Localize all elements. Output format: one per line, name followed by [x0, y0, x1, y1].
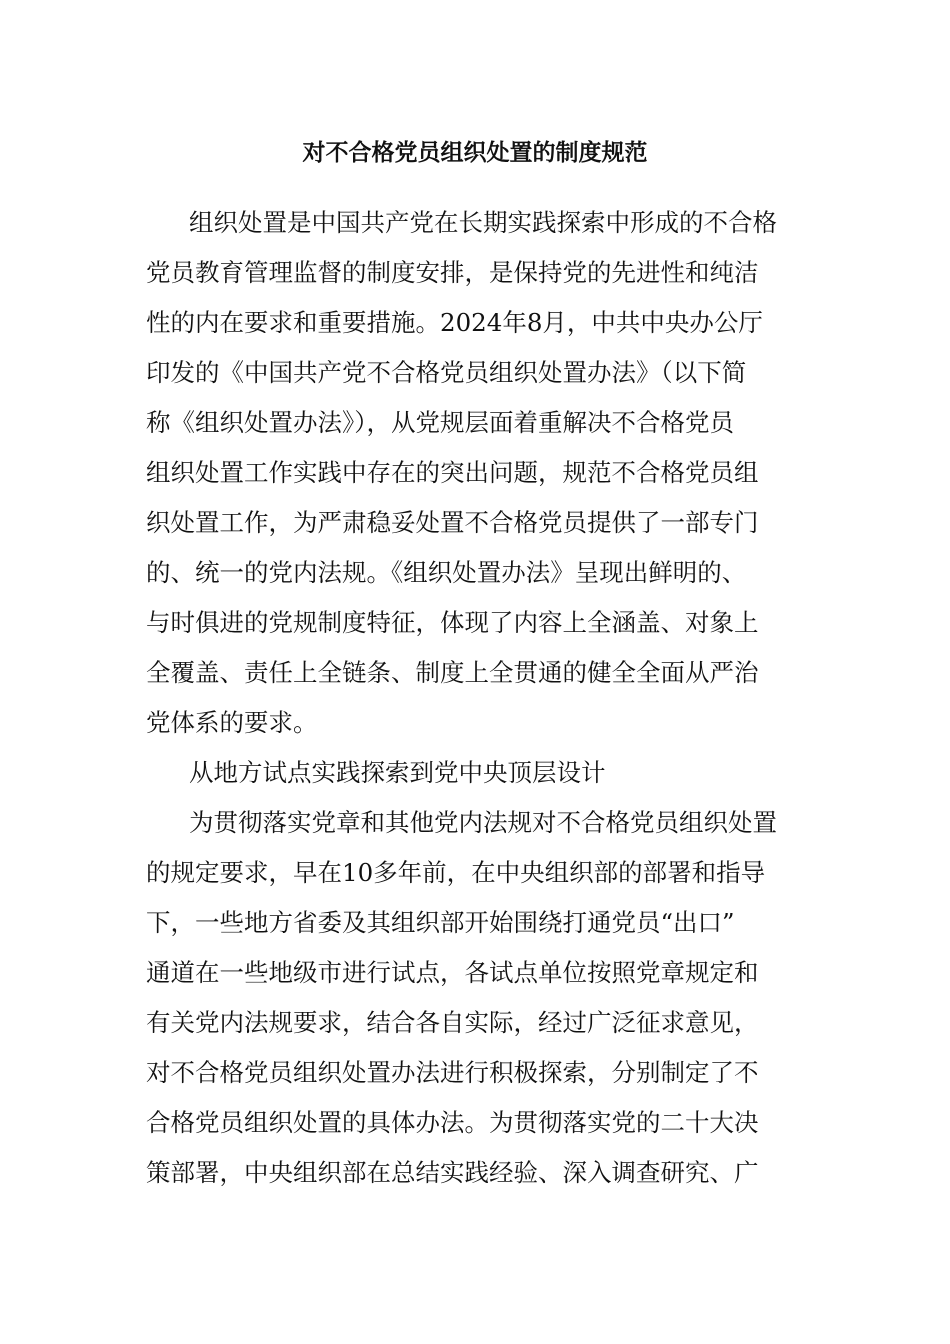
paragraph-2-line-6: 对不合格党员组织处置办法进行积极探索，分别制定了不 [146, 1058, 759, 1087]
paragraph-1-line-8: 的、统一的党内法规。《组织处置办法》呈现出鲜明的、 [146, 558, 747, 587]
section-heading: 从地方试点实践探索到党中央顶层设计 [189, 758, 606, 787]
document-title: 对不合格党员组织处置的制度规范 [302, 140, 648, 166]
paragraph-2-line-8: 策部署，中央组织部在总结实践经验、深入调查研究、广 [146, 1158, 759, 1187]
paragraph-1-line-7: 织处置工作，为严肃稳妥处置不合格党员提供了一部专门 [146, 508, 759, 537]
paragraph-1-line-9: 与时俱进的党规制度特征，体现了内容上全涵盖、对象上 [146, 608, 759, 637]
paragraph-2-line-7: 合格党员组织处置的具体办法。为贯彻落实党的二十大决 [146, 1108, 759, 1137]
paragraph-1-line-3: 性的内在要求和重要措施。2024年8月，中共中央办公厅 [146, 308, 763, 337]
paragraph-1-line-10: 全覆盖、责任上全链条、制度上全贯通的健全全面从严治 [146, 658, 759, 687]
paragraph-1-line-11: 党体系的要求。 [146, 708, 318, 737]
paragraph-2-line-1: 为贯彻落实党章和其他党内法规对不合格党员组织处置 [189, 808, 777, 837]
paragraph-1-line-2: 党员教育管理监督的制度安排，是保持党的先进性和纯洁 [146, 258, 759, 287]
paragraph-2-line-4: 通道在一些地级市进行试点，各试点单位按照党章规定和 [146, 958, 759, 987]
paragraph-1-line-5: 称《组织处置办法》），从党规层面着重解决不合格党员 [146, 408, 734, 437]
paragraph-2-line-2: 的规定要求，早在10多年前，在中央组织部的部署和指导 [146, 858, 766, 887]
paragraph-1-line-4: 印发的《中国共产党不合格党员组织处置办法》（以下简 [146, 358, 747, 387]
paragraph-2-line-5: 有关党内法规要求，结合各自实际，经过广泛征求意见， [146, 1008, 759, 1037]
paragraph-1-line-6: 组织处置工作实践中存在的突出问题，规范不合格党员组 [146, 458, 759, 487]
paragraph-2-line-3: 下，一些地方省委及其组织部开始围绕打通党员“出口” [146, 908, 735, 937]
paragraph-1-line-1: 组织处置是中国共产党在长期实践探索中形成的不合格 [189, 208, 777, 237]
